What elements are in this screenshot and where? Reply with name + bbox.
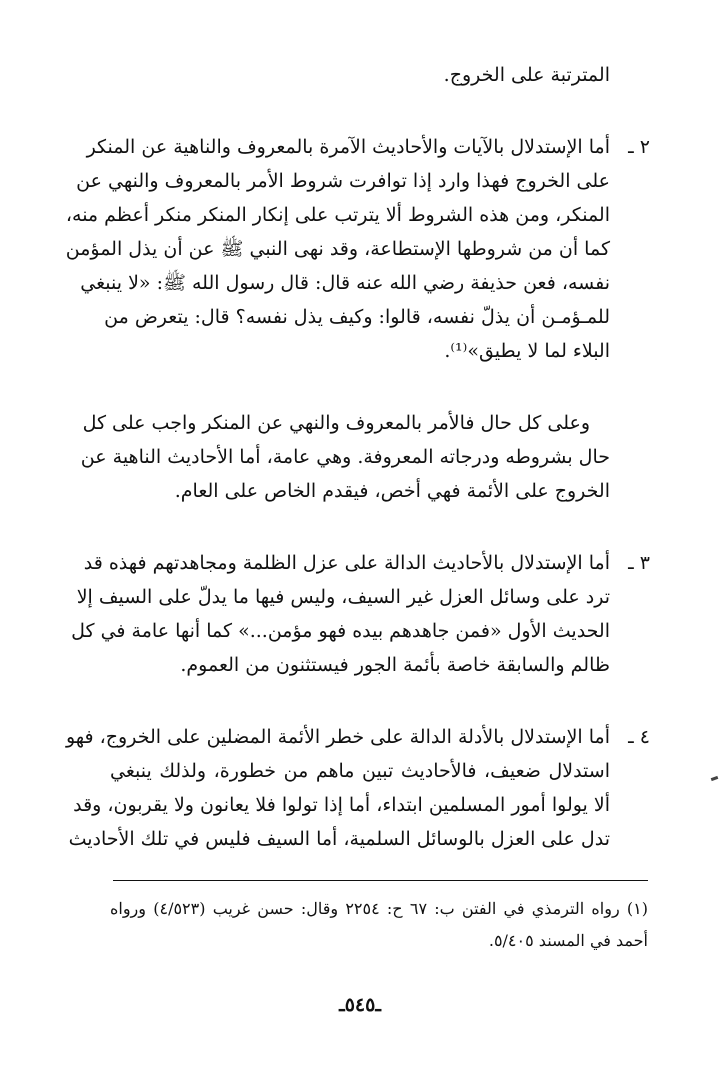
paragraph-line: على الخروج فهذا وارد إذا توافرت شروط الأمر بالمعروف والنهي عن — [76, 170, 610, 192]
lead-line: المترتبة على الخروج. — [443, 64, 610, 86]
paragraph-line: البلاء لما لا يطيق»⁽¹⁾. — [444, 340, 610, 362]
paragraph-line: للمـؤمـن أن يذلّ نفسه، قالوا: وكيف يذل نفسه؟ قال: يتعرض من — [104, 306, 610, 328]
paragraph-line: حال بشروطه ودرجاته المعروفة. وهي عامة، أما الأحاديث الناهية عن — [80, 446, 610, 468]
item-number: ٣ ـ — [628, 552, 650, 574]
paragraph-line: نفسه، فعن حذيفة رضي الله عنه قال: قال رسول الله ﷺ: «لا ينبغي — [80, 272, 610, 294]
paragraph-line: أما الإستدلال بالأدلة الدالة على خطر الأئمة المضلين على الخروج، فهو — [65, 726, 610, 748]
paragraph-line: ظالم والسابقة خاصة بأئمة الجور فيستثنون من العموم. — [180, 654, 610, 676]
item-number: ٤ ـ — [628, 726, 650, 748]
footnote-line: (١) رواه الترمذي في الفتن ب: ٦٧ ح: ٢٢٥٤ وقال: حسن غريب (٤/٥٢٣) ورواه — [110, 899, 649, 918]
paragraph-line: أما الإستدلال بالأحاديث الدالة على عزل الظلمة ومجاهدتهم فهذه قد — [83, 552, 610, 574]
paragraph-line: الحديث الأول «فمن جاهدهم بيده فهو مؤمن...» كما أنها عامة في كل — [71, 620, 610, 642]
paragraph-line: الخروج على الأئمة فهي أخص، فيقدم الخاص على العام. — [174, 480, 610, 502]
paragraph-line: المنكر، ومن هذه الشروط ألا يترتب على إنكار المنكر منكر أعظم منه، — [65, 204, 610, 226]
footnote-line: أحمد في المسند ٥/٤٠٥. — [488, 931, 648, 950]
scan-mark — [711, 776, 719, 781]
paragraph-line: استدلال ضعيف، فالأحاديث تبين ماهم من خطورة، ولذلك ينبغي — [110, 760, 610, 782]
paragraph-line: وعلى كل حال فالأمر بالمعروف والنهي عن المنكر واجب على كل — [82, 412, 590, 434]
paragraph-line: أما الإستدلال بالآيات والأحاديث الآمرة بالمعروف والناهية عن المنكر — [86, 136, 610, 158]
paragraph-line: ألا يولوا أمور المسلمين ابتداء، أما إذا تولوا فلا يعانون ولا يقربون، وقد — [73, 794, 610, 816]
paragraph-line: تدل على العزل بالوسائل السلمية، أما السيف فليس في تلك الأحاديث — [68, 828, 610, 850]
page-number: ـ٥٤٥ـ — [339, 994, 381, 1016]
paragraph-line: كما أن من شروطها الإستطاعة، وقد نهى النبي ﷺ عن أن يذل المؤمن — [65, 238, 610, 260]
footnote-divider — [113, 880, 648, 881]
paragraph-line: ترد على وسائل العزل غير السيف، وليس فيها ما يدلّ على السيف إلا — [76, 586, 610, 608]
item-number: ٢ ـ — [628, 136, 650, 158]
